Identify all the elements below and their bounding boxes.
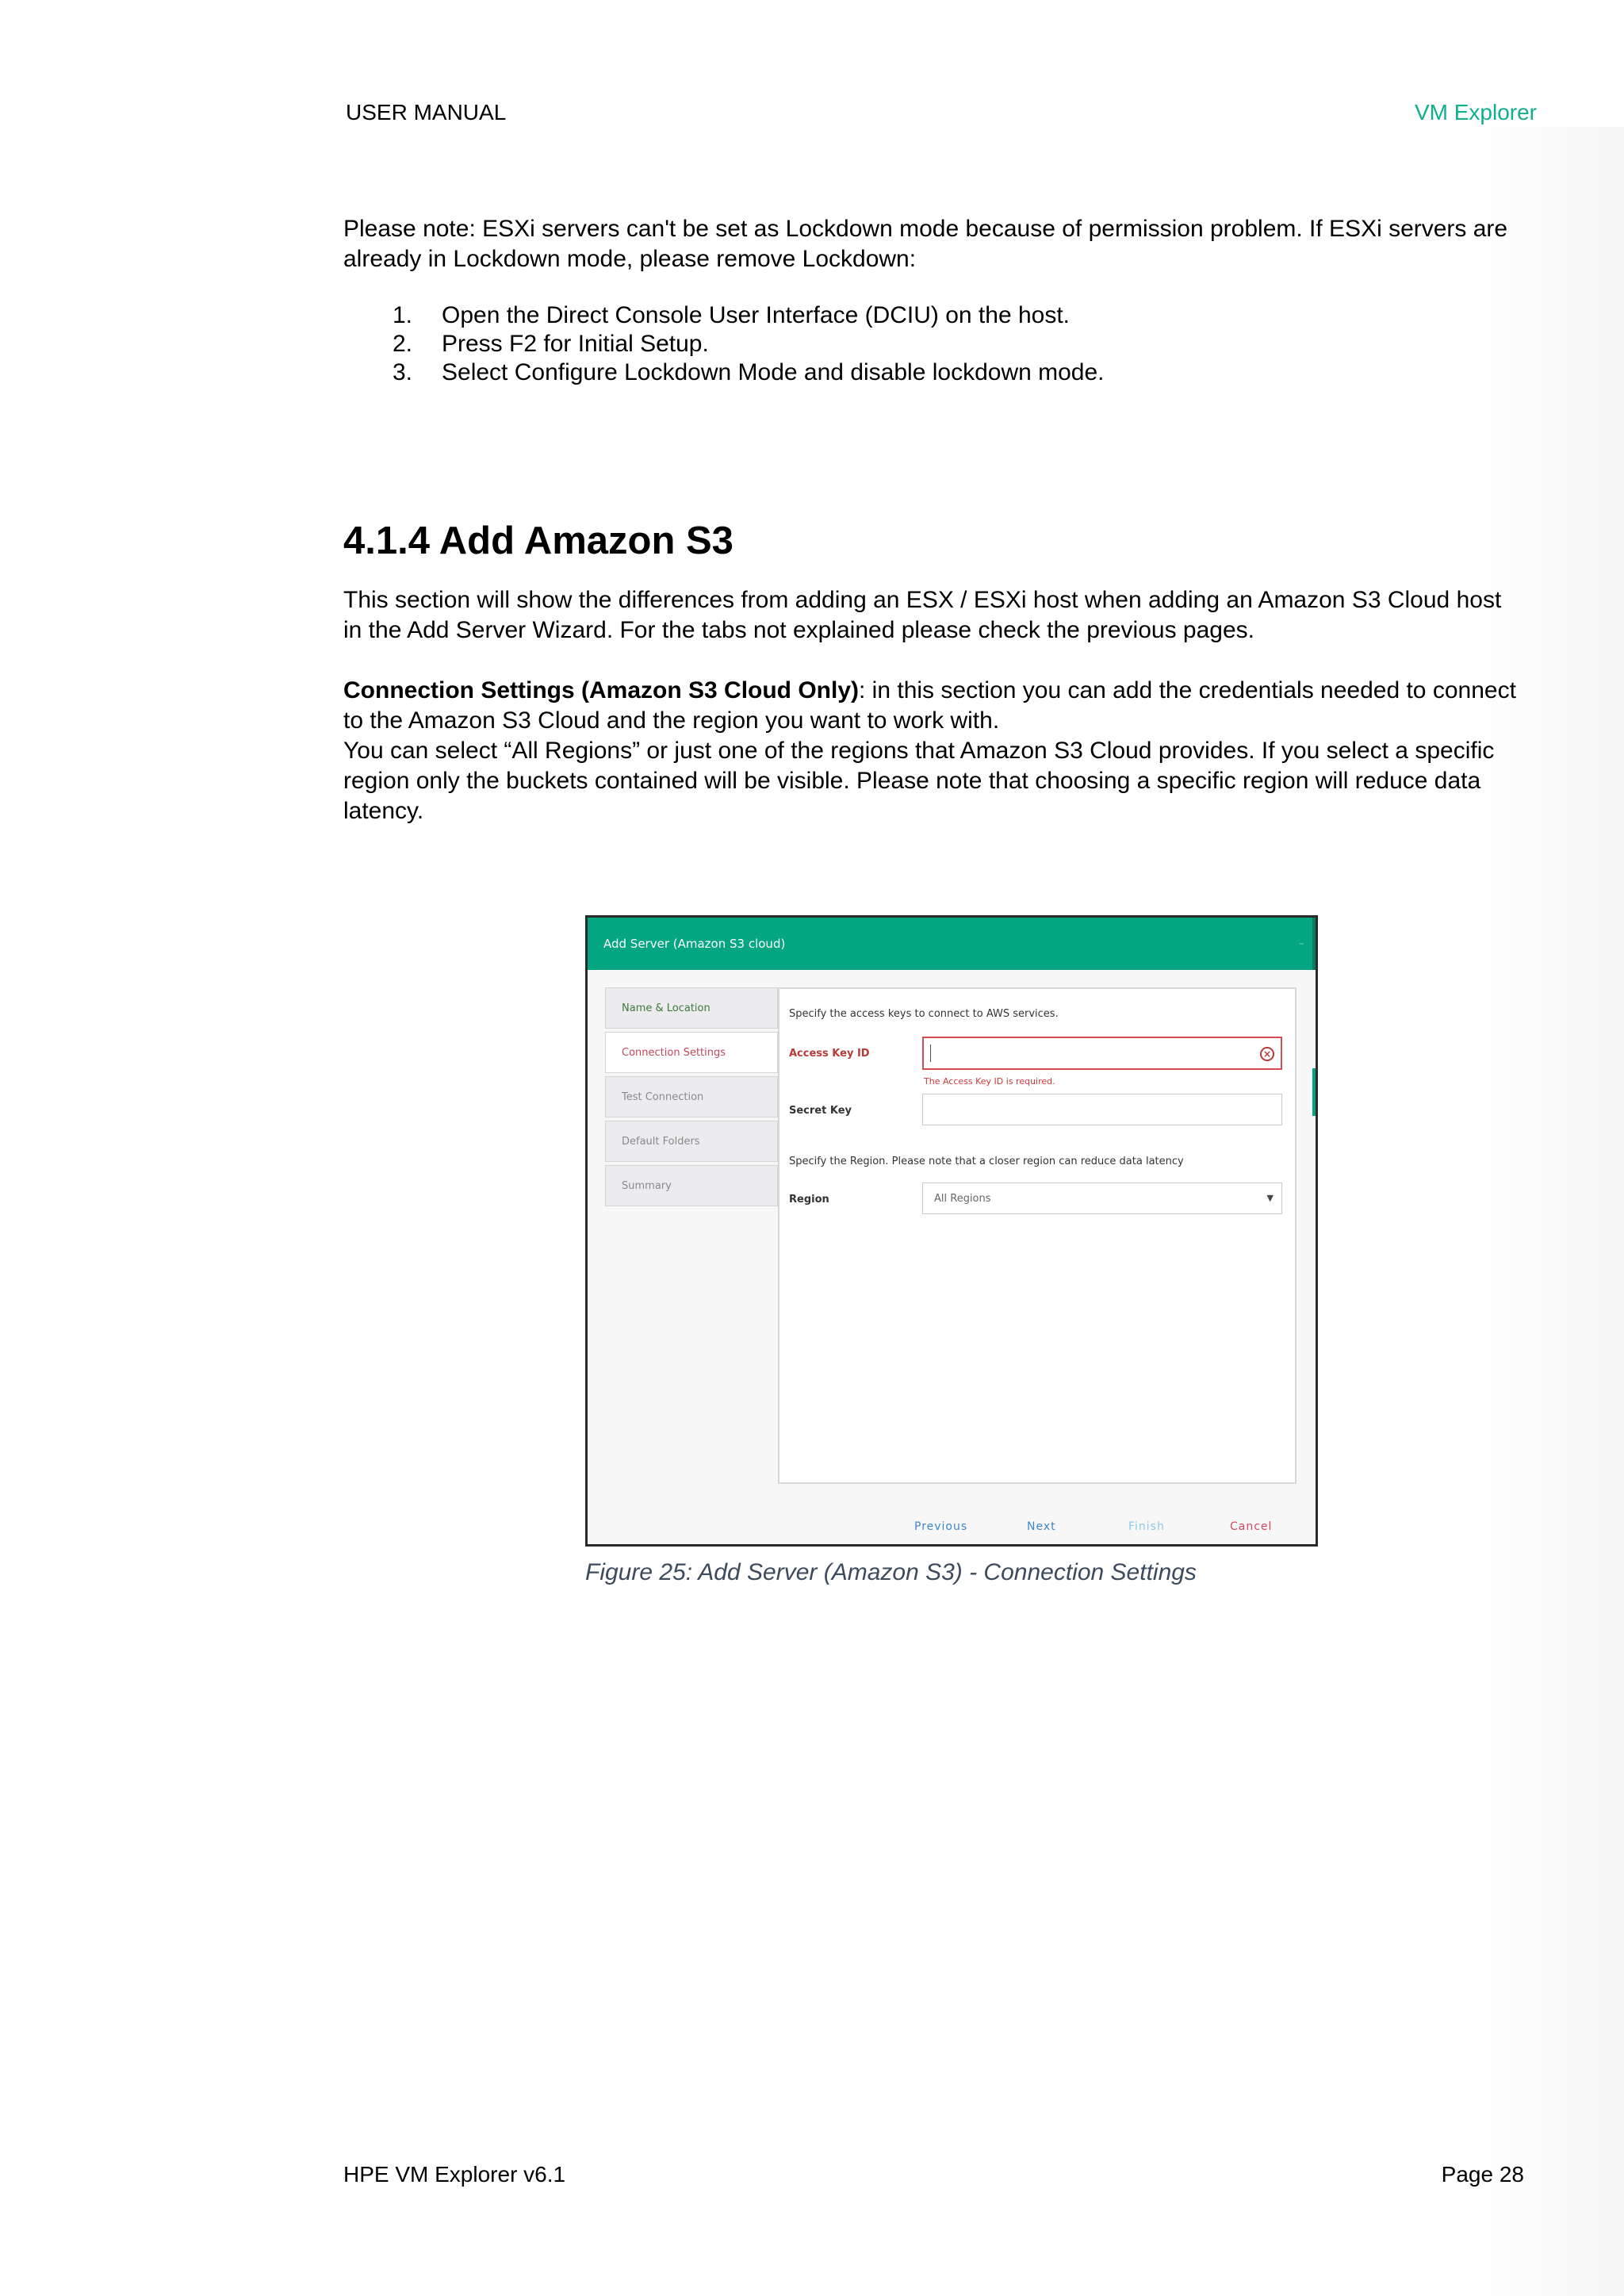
list-item: [343, 358, 1105, 387]
finish-button[interactable]: Finish: [1128, 1520, 1165, 1533]
step-number: 1.: [393, 302, 413, 328]
footer-page-number: Page 28: [1441, 2162, 1524, 2187]
wizard-tabs: [605, 987, 778, 1209]
section-intro: This section will show the differences from adding an ESX / ESXi host when adding an Amazon S3 Cloud host in the Add Server Wizard. For the tabs not explained please check the previous pages.: [343, 587, 1502, 643]
header-product-name: VM Explorer: [1414, 100, 1537, 125]
access-key-label: Access Key ID: [789, 1048, 870, 1060]
access-keys-intro: Specify the access keys to connect to AWS services.: [789, 1008, 1059, 1020]
secret-key-input[interactable]: [922, 1094, 1282, 1125]
page-edge-shading: [1467, 127, 1624, 2296]
chevron-down-icon: ▼: [1266, 1193, 1274, 1203]
access-key-error: The Access Key ID is required.: [924, 1076, 1055, 1087]
next-button[interactable]: Next: [1027, 1520, 1056, 1533]
step-text: Open the Direct Console User Interface (DCIU) on the host.: [442, 302, 1071, 328]
region-selected-value: All Regions: [934, 1193, 991, 1205]
step-number: 3.: [393, 359, 413, 385]
tab-connection-settings[interactable]: Connection Settings: [605, 1032, 778, 1073]
dialog-title: Add Server (Amazon S3 cloud): [603, 937, 786, 951]
section-heading: 4.1.4 Add Amazon S3: [343, 519, 733, 562]
region-label: Region: [789, 1194, 829, 1205]
connection-settings-desc: : in this section you can add the credentials needed to connect to the Amazon S3 Cloud and the region you want to work with.: [343, 677, 1516, 734]
connection-settings-panel: [778, 987, 1297, 1484]
window-edge: [1312, 1068, 1316, 1116]
lockdown-steps: [343, 301, 1105, 387]
connection-settings-term: Connection Settings (Amazon S3 Cloud Only): [343, 677, 860, 703]
tab-name-location[interactable]: Name & Location: [605, 987, 778, 1029]
dialog-title-bar: [588, 918, 1316, 970]
tab-summary[interactable]: Summary: [605, 1165, 778, 1206]
step-text: Press F2 for Initial Setup.: [442, 331, 709, 357]
step-text: Select Configure Lockdown Mode and disable lockdown mode.: [442, 359, 1105, 385]
region-select[interactable]: [922, 1182, 1282, 1214]
region-desc: You can select “All Regions” or just one of the regions that Amazon S3 Cloud provides. If you select a specific region only the buckets contained will be visible. Please note that choosing a specific region will reduce data latency.: [343, 738, 1495, 824]
tab-default-folders[interactable]: Default Folders: [605, 1121, 778, 1162]
cancel-button[interactable]: Cancel: [1230, 1520, 1273, 1533]
window-edge: [1312, 918, 1316, 970]
secret-key-label: Secret Key: [789, 1105, 852, 1117]
access-key-input[interactable]: [922, 1037, 1282, 1070]
add-server-dialog-figure: [585, 915, 1318, 1547]
connection-settings-paragraph: [343, 676, 1517, 826]
tab-test-connection[interactable]: Test Connection: [605, 1076, 778, 1117]
footer-product-version: HPE VM Explorer v6.1: [343, 2162, 566, 2187]
list-item: [343, 330, 1105, 358]
step-number: 2.: [393, 331, 413, 357]
text-caret: [930, 1045, 931, 1062]
previous-button[interactable]: Previous: [914, 1520, 968, 1533]
error-clear-icon[interactable]: ×: [1260, 1047, 1274, 1061]
region-intro: Specify the Region. Please note that a closer region can reduce data latency: [789, 1156, 1184, 1167]
figure-caption: Figure 25: Add Server (Amazon S3) - Connection Settings: [585, 1559, 1197, 1585]
close-icon[interactable]: –: [1299, 937, 1304, 950]
header-manual-label: USER MANUAL: [346, 100, 507, 125]
list-item: [343, 301, 1105, 330]
lockdown-note: Please note: ESXi servers can't be set as Lockdown mode because of permission problem. If ESXi servers are already in Lockdown mode, please remove Lockdown:: [343, 216, 1508, 272]
